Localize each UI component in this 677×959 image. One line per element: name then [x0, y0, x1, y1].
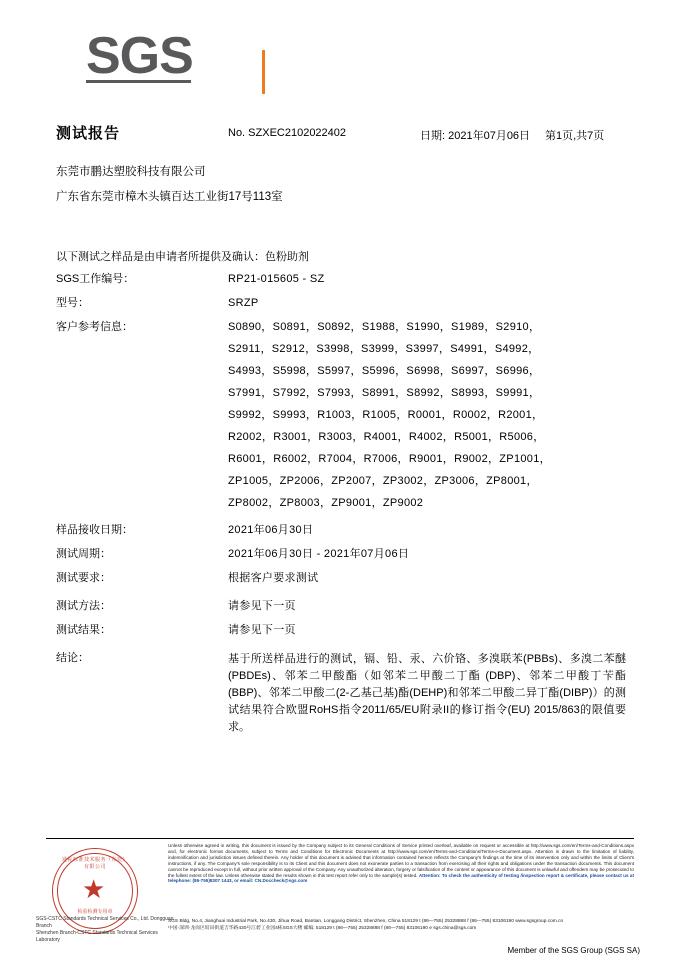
field-value — [228, 296, 626, 311]
legal-paragraph: Unless otherwise agreed in writing, this document is issued by the Company subject to its General Conditions of Service printed overleaf, available on request or accessible at http://www.sgs.com/en/Terms-and-Conditions.aspx and, for electronic format documents, subject to Terms and Conditions for Electronic Documents at http://www.sgs.com/en/Terms-and-Conditions/Terms-e-Document.aspx. Attention is drawn to the limitation of liability, indemnification and jurisdiction issues defined therein. Any holder of this document is advised that information contained hereon reflects the Company's findings at the time of its intervention only and within the limits of Client's instructions, if any. The Company's sole responsibility is to its Client and this document does not exonerate parties to a transaction from exercising all their rights and obligations under the transaction documents. This document cannot be reproduced except in full, without prior written approval of the Company. Any unauthorized alteration, forgery or falsification of the content or appearance of this document is unlawful and offenders may be prosecuted to the fullest extent of the law. Unless otherwise stated the results shown in this test report refer only to the sample(s) tested. — [168, 843, 634, 878]
field-label: 客户参考信息： — [56, 321, 133, 333]
field-value-line: 2021年06月30日 - 2021年07月06日 — [228, 548, 410, 560]
sgs-logo-accent-bar — [262, 50, 265, 94]
footer-divider — [46, 838, 634, 839]
report-date: 日期: 2021年07月06日 — [420, 130, 531, 142]
field-label: 测试方法： — [56, 600, 111, 612]
field-value-line: S9992，S9993，R1003，R1005，R0001，R0002，R2001， — [228, 409, 544, 421]
field-value-line: 请参见下一页 — [228, 600, 296, 612]
field-value — [228, 623, 626, 638]
field-value-line: S0890，S0891，S0892，S1988，S1990，S1989，S2910， — [228, 321, 541, 333]
field-label: 样品接收日期： — [56, 524, 133, 536]
page-counter: 第1页,共7页 — [545, 130, 605, 142]
seal-top-text: 通标标准技术服务（东莞）有限公司 — [61, 857, 128, 870]
field-row — [56, 599, 626, 614]
sgs-logo-text: SGS — [86, 27, 193, 85]
field-value-line: SRZP — [228, 297, 259, 309]
client-address: 广东省东莞市樟木头镇百达工业街17号113室 — [56, 191, 283, 203]
star-icon: ★ — [82, 874, 106, 904]
field-label: 测试周期： — [56, 548, 111, 560]
field-value-line: ZP8002，ZP8003，ZP9001，ZP9002 — [228, 497, 424, 509]
sample-declaration: 以下测试之样品是由申请者所提供及确认：色粉助剂 — [56, 251, 309, 263]
address-cn: 中国·深圳·龙岗区坂田街道吉华路430号江碧工业园4栋SGS大楼 邮编: 518129 t (86—755) 25328888 f (86—755) 83106190 e sgs.china@sgs.com — [168, 926, 477, 932]
sgs-logo — [86, 27, 286, 92]
field-row — [56, 623, 626, 638]
client-name: 东莞市鹏达塑胶科技有限公司 — [56, 166, 206, 178]
field-value-line: ZP1005，ZP2006，ZP2007，ZP3002，ZP3006，ZP8001， — [228, 475, 538, 487]
conclusion-row — [56, 651, 626, 736]
seal-caption-line1: SGS-CSTC Standards Technical Services Co., Ltd. Dongguan Branch — [36, 916, 174, 929]
office-address — [168, 918, 634, 933]
field-row — [56, 571, 626, 586]
legal-attention: Attention: To check the authenticity of testing /inspection report & certificate, please contact us at telephone: (86-755)8307 1443, or email: CN.Doccheck@sgs.com — [168, 872, 634, 884]
field-row — [56, 272, 626, 287]
field-value-line: R6001，R6002，R7004，R7006，R9001，R9002，ZP1001， — [228, 453, 551, 465]
field-value — [228, 320, 626, 511]
field-label: 测试结果： — [56, 624, 111, 636]
field-label: 型号： — [56, 297, 89, 309]
seal-caption-line2: Shenzhen Branch-CSTC Standards Technical Services Laboratory — [36, 930, 158, 943]
field-value — [228, 272, 626, 287]
field-label: SGS工作编号： — [56, 273, 135, 285]
conclusion-text: 基于所送样品进行的测试，镉、铅、汞、六价铬、多溴联苯(PBBs)、多溴二苯醚(PBDEs)、邻苯二甲酸酯（如邻苯二甲酸二丁酯 (DBP)、邻苯二甲酸丁苄酯(BBP)、邻苯二甲酸二(2-乙基己基)酯(DEHP)和邻苯二甲酸二异丁酯(DIBP)）的测试结果符合欧盟RoHS指令2011/65/EU附录II的修订指令(EU) 2015/863的限值要求。 — [228, 653, 626, 733]
field-table — [56, 272, 626, 745]
field-value-line: R2002，R3001，R3003，R4001，R4002，R5001，R5006， — [228, 431, 545, 443]
field-row — [56, 523, 626, 538]
legal-disclaimer — [168, 843, 634, 884]
page-title: 测试报告 — [56, 125, 121, 142]
field-label: 测试要求： — [56, 572, 111, 584]
field-value — [228, 523, 626, 538]
field-value-line: 2021年06月30日 — [228, 524, 314, 536]
seal-caption — [36, 916, 176, 944]
field-value-line: 请参见下一页 — [228, 624, 296, 636]
field-value-line: S7991，S7992，S7993，S8991，S8992，S8993，S9991， — [228, 387, 541, 399]
conclusion-label: 结论： — [56, 652, 89, 664]
field-value-line: RP21-015605 - SZ — [228, 273, 325, 285]
field-value — [228, 599, 626, 614]
field-row — [56, 320, 626, 511]
field-value-line: S4993，S5998，S5997，S5996，S6998，S6997，S6996， — [228, 365, 541, 377]
member-statement: Member of the SGS Group (SGS SA) — [507, 946, 640, 955]
field-value — [228, 547, 626, 562]
seal-bottom-text: 检验检测专用章 — [77, 909, 113, 915]
field-value-line: 根据客户要求测试 — [228, 572, 319, 584]
field-row — [56, 296, 626, 311]
address-en: SGS Bldg, No.4, Jianghuai Industrial Park, No.430, Jihua Road, Bantian, Longgang District, Shenzhen, China 518129 t (86—755) 25328888 f (86—755) 83106190 www.sgsgroup.com.cn — [168, 919, 564, 924]
field-value — [228, 571, 626, 586]
report-number: No. SZXEC2102022402 — [228, 127, 347, 139]
field-row — [56, 547, 626, 562]
field-value-line: S2911，S2912，S3998，S3999，S3997，S4991，S4992， — [228, 343, 540, 355]
